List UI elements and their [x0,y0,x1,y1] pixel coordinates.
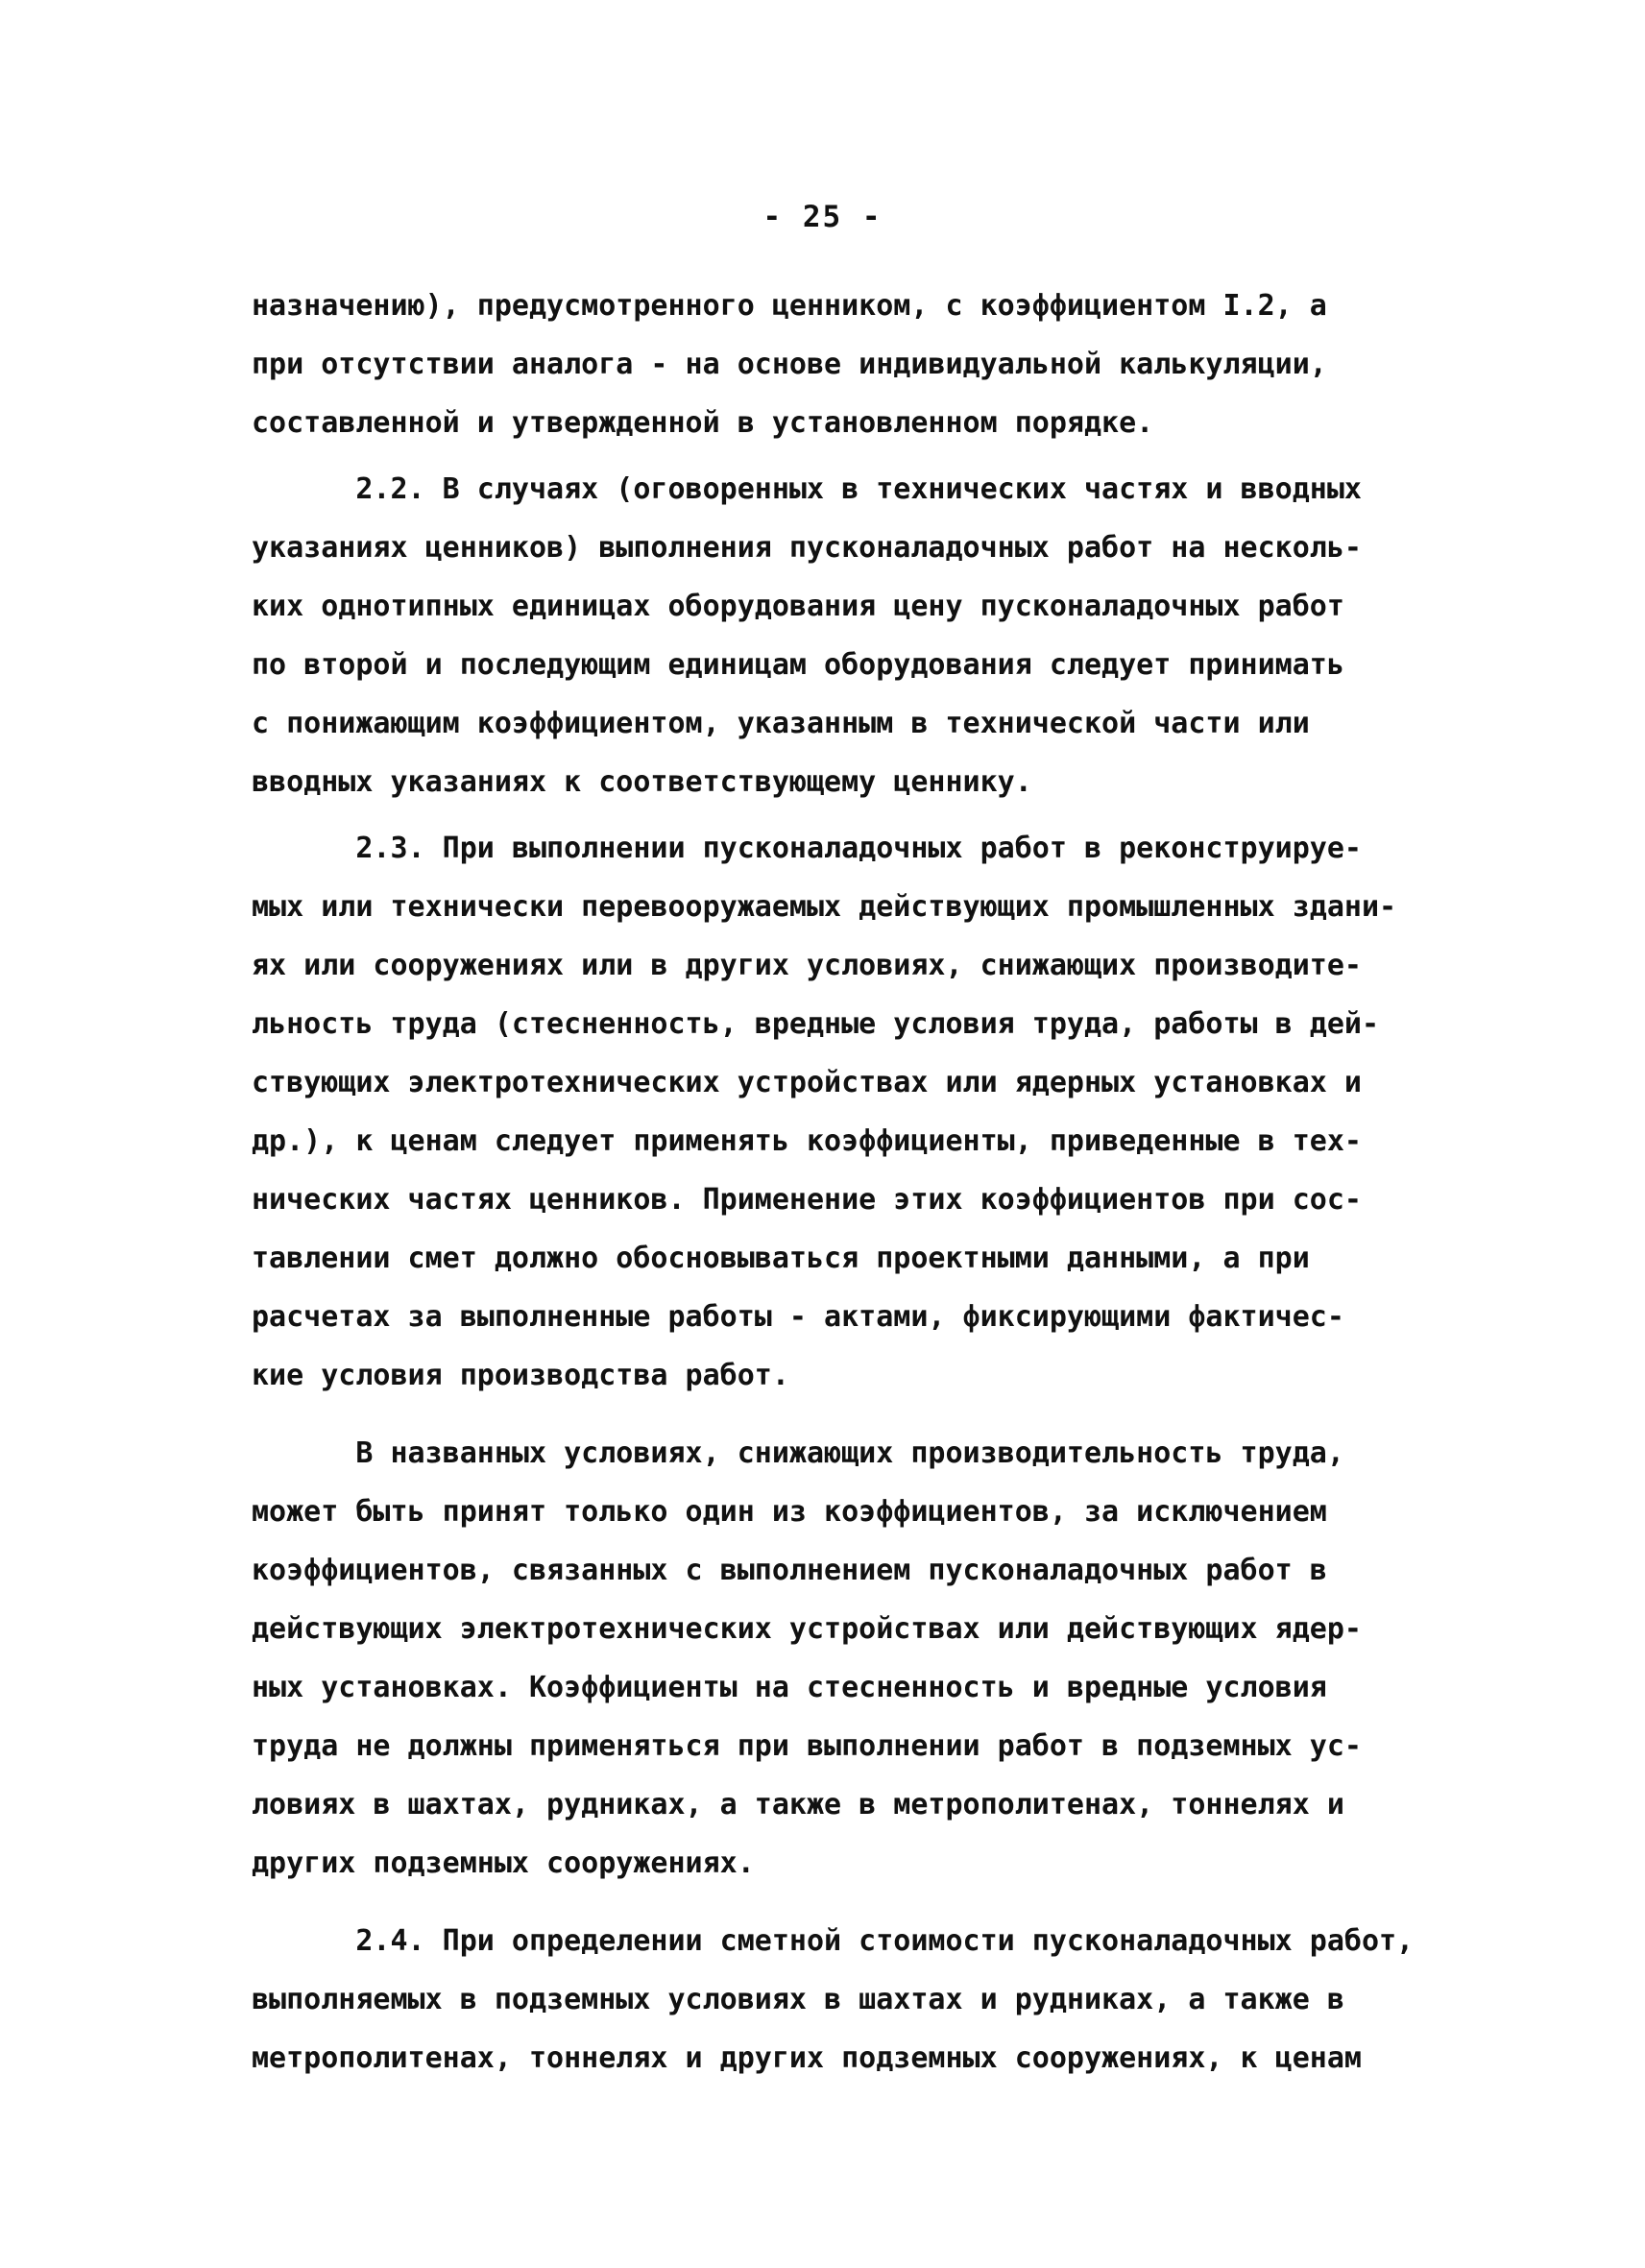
text-line: ких однотипных единицах оборудования цену пусконаладочных работ [252,590,1344,623]
text-line: может быть принят только один из коэффициентов, за исключением [252,1495,1327,1529]
paragraph-2-2-start: 2.2. В случаях (оговоренных в технических частях и вводных [252,472,1362,506]
body-text [252,277,1428,2087]
text-line: ях или сооружениях или в других условиях, снижающих производите- [252,949,1362,982]
text-line: ловиях в шахтах, рудниках, а также в метрополитенах, тоннелях и [252,1788,1344,1822]
text-line: льность труда (стесненность, вредные условия труда, работы в дей- [252,1007,1379,1041]
text-line: указаниях ценников) выполнения пусконаладочных работ на несколь- [252,531,1362,565]
text-line: коэффициентов, связанных с выполнением пусконаладочных работ в [252,1554,1327,1587]
paragraph-2-4-start: 2.4. При определении сметной стоимости пусконаладочных работ, [252,1924,1415,1958]
text-line: вводных указаниях к соответствующему ценнику. [252,765,1032,799]
text-line: кие условия производства работ. [252,1359,789,1392]
text-line: ствующих электротехнических устройствах или ядерных установках и [252,1066,1362,1099]
text-line: мых или технически перевооружаемых действующих промышленных здани- [252,890,1397,924]
paragraph-2-3-start: 2.3. При выполнении пусконаладочных работ в реконструируе- [252,832,1362,865]
text-line: ных установках. Коэффициенты на стесненность и вредные условия [252,1671,1327,1704]
text-line: составленной и утвержденной в установленном порядке. [252,406,1154,440]
text-line: метрополитенах, тоннелях и других подземных сооружениях, к ценам [252,2041,1362,2075]
text-line: тавлении смет должно обосновываться проектными данными, а при [252,1242,1310,1275]
text-line: др.), к ценам следует применять коэффициенты, приведенные в тех- [252,1124,1362,1158]
text-line: выполняемых в подземных условиях в шахтах и рудниках, а также в [252,1983,1344,2016]
paragraph-conditions-start: В названных условиях, снижающих производительность труда, [252,1436,1344,1470]
page-number: - 25 - [762,200,883,234]
text-line: труда не должны применяться при выполнении работ в подземных ус- [252,1729,1362,1763]
text-line: по второй и последующим единицам оборудования следует принимать [252,648,1344,682]
text-line: расчетах за выполненные работы - актами, фиксирующими фактичес- [252,1300,1344,1334]
text-line: назначению), предусмотренного ценником, с коэффициентом I.2, а [252,289,1327,323]
text-line: действующих электротехнических устройствах или действующих ядер- [252,1612,1362,1646]
text-line: других подземных сооружениях. [252,1846,755,1880]
text-line: нических частях ценников. Применение этих коэффициентов при сос- [252,1183,1362,1217]
text-line: с понижающим коэффициентом, указанным в технической части или [252,707,1310,740]
text-line: при отсутствии аналога - на основе индивидуальной калькуляции, [252,348,1327,381]
